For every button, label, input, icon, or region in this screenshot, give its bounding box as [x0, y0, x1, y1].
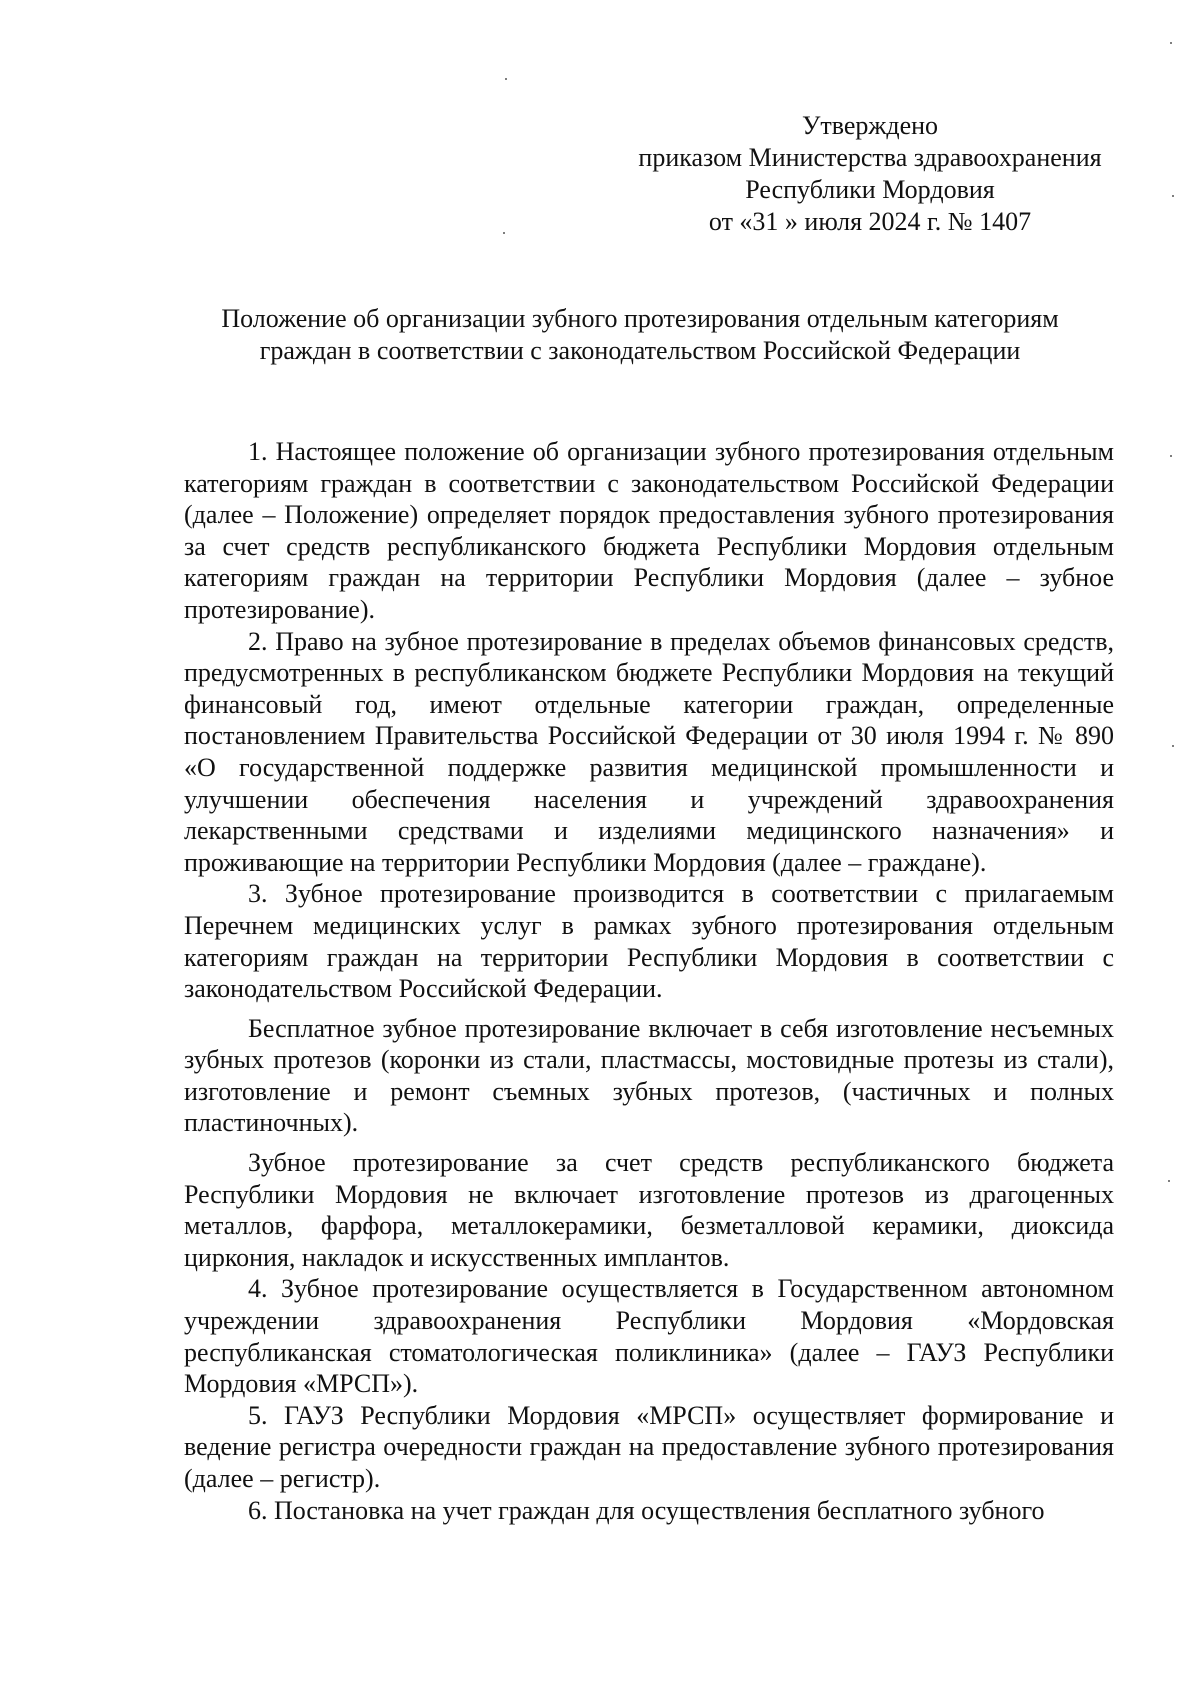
scan-speck: [1170, 455, 1172, 457]
scan-speck: [503, 232, 505, 234]
approval-line-date-number: от «31 » июля 2024 г. № 1407: [708, 207, 1032, 236]
paragraph-3-exclusions: Зубное протезирование за счет средств республиканского бюджета Республики Мордовия не включает изготовление протезов из драгоценных металлов, фарфора, металлокерамики, безметалловой керамики, диоксида циркония, накладок и искусственных имплантов.: [184, 1148, 1114, 1272]
paragraph-2: 2. Право на зубное протезирование в пределах объемов финансовых средств, предусмотренных в республиканском бюджете Республики Мордовия на текущий финансовый год, имеют отдельные категории граждан, определенные постановлением Правительства Российской Федерации от 30 июля 1994 г. № 890 «О государственной поддержке развития медицинской промышленности и улучшении обеспечения населения и учреждений здравоохранения лекарственными средствами и изделиями медицинского назначения» и проживающие на территории Республики Мордовия (далее – граждане).: [184, 626, 1114, 877]
document-title: Положение об организации зубного протезирования отдельным категориям граждан в соответствии с законодательством Российской Федерации: [221, 304, 1059, 365]
approval-line-approved: Утверждено: [801, 111, 939, 140]
scan-speck: [1168, 1180, 1170, 1182]
paragraph-3-free-prosthetics: Бесплатное зубное протезирование включает в себя изготовление несъемных зубных протезов (коронки из стали, пластмассы, мостовидные протезы из стали), изготовление и ремонт съемных зубных протезов, (частичных и полных пластиночных).: [184, 1013, 1114, 1138]
paragraph-3: 3. Зубное протезирование производится в соответствии с прилагаемым Перечнем медицинских услуг в рамках зубного протезирования отдельным категориям граждан на территории Республики Мордовия в соответствии с законодательством Российской Федерации.: [184, 879, 1114, 1004]
paragraph-1: 1. Настоящее положение об организации зубного протезирования отдельным категориям граждан в соответствии с законодательством Российской Федерации (далее – Положение) определяет порядок предоставления зубного протезирования за счет средств республиканского бюджета Республики Мордовия отдельным категориям граждан на территории Республики Мордовия (далее – зубное протезирование).: [184, 437, 1114, 624]
scan-speck: [505, 78, 507, 80]
approval-line-republic: Республики Мордовия: [745, 175, 995, 204]
scan-speck: [1172, 195, 1174, 197]
scan-speck: [1170, 42, 1172, 44]
approval-line-order: приказом Министерства здравоохранения: [638, 143, 1102, 172]
document-body: [184, 436, 1114, 1526]
paragraph-5: 5. ГАУЗ Республики Мордовия «МРСП» осуществляет формирование и ведение регистра очередности граждан на предоставление зубного протезирования (далее – регистр).: [184, 1400, 1114, 1493]
paragraph-6: 6. Постановка на учет граждан для осуществления бесплатного зубного: [248, 1495, 1045, 1525]
approval-block: [590, 110, 1150, 238]
paragraph-4: 4. Зубное протезирование осуществляется в Государственном автономном учреждении здравоохранения Республики Мордовия «Мордовская республиканская стоматологическая поликлиника» (далее – ГАУЗ Республики Мордовия «МРСП»).: [184, 1274, 1114, 1399]
scan-speck: [1172, 745, 1174, 747]
